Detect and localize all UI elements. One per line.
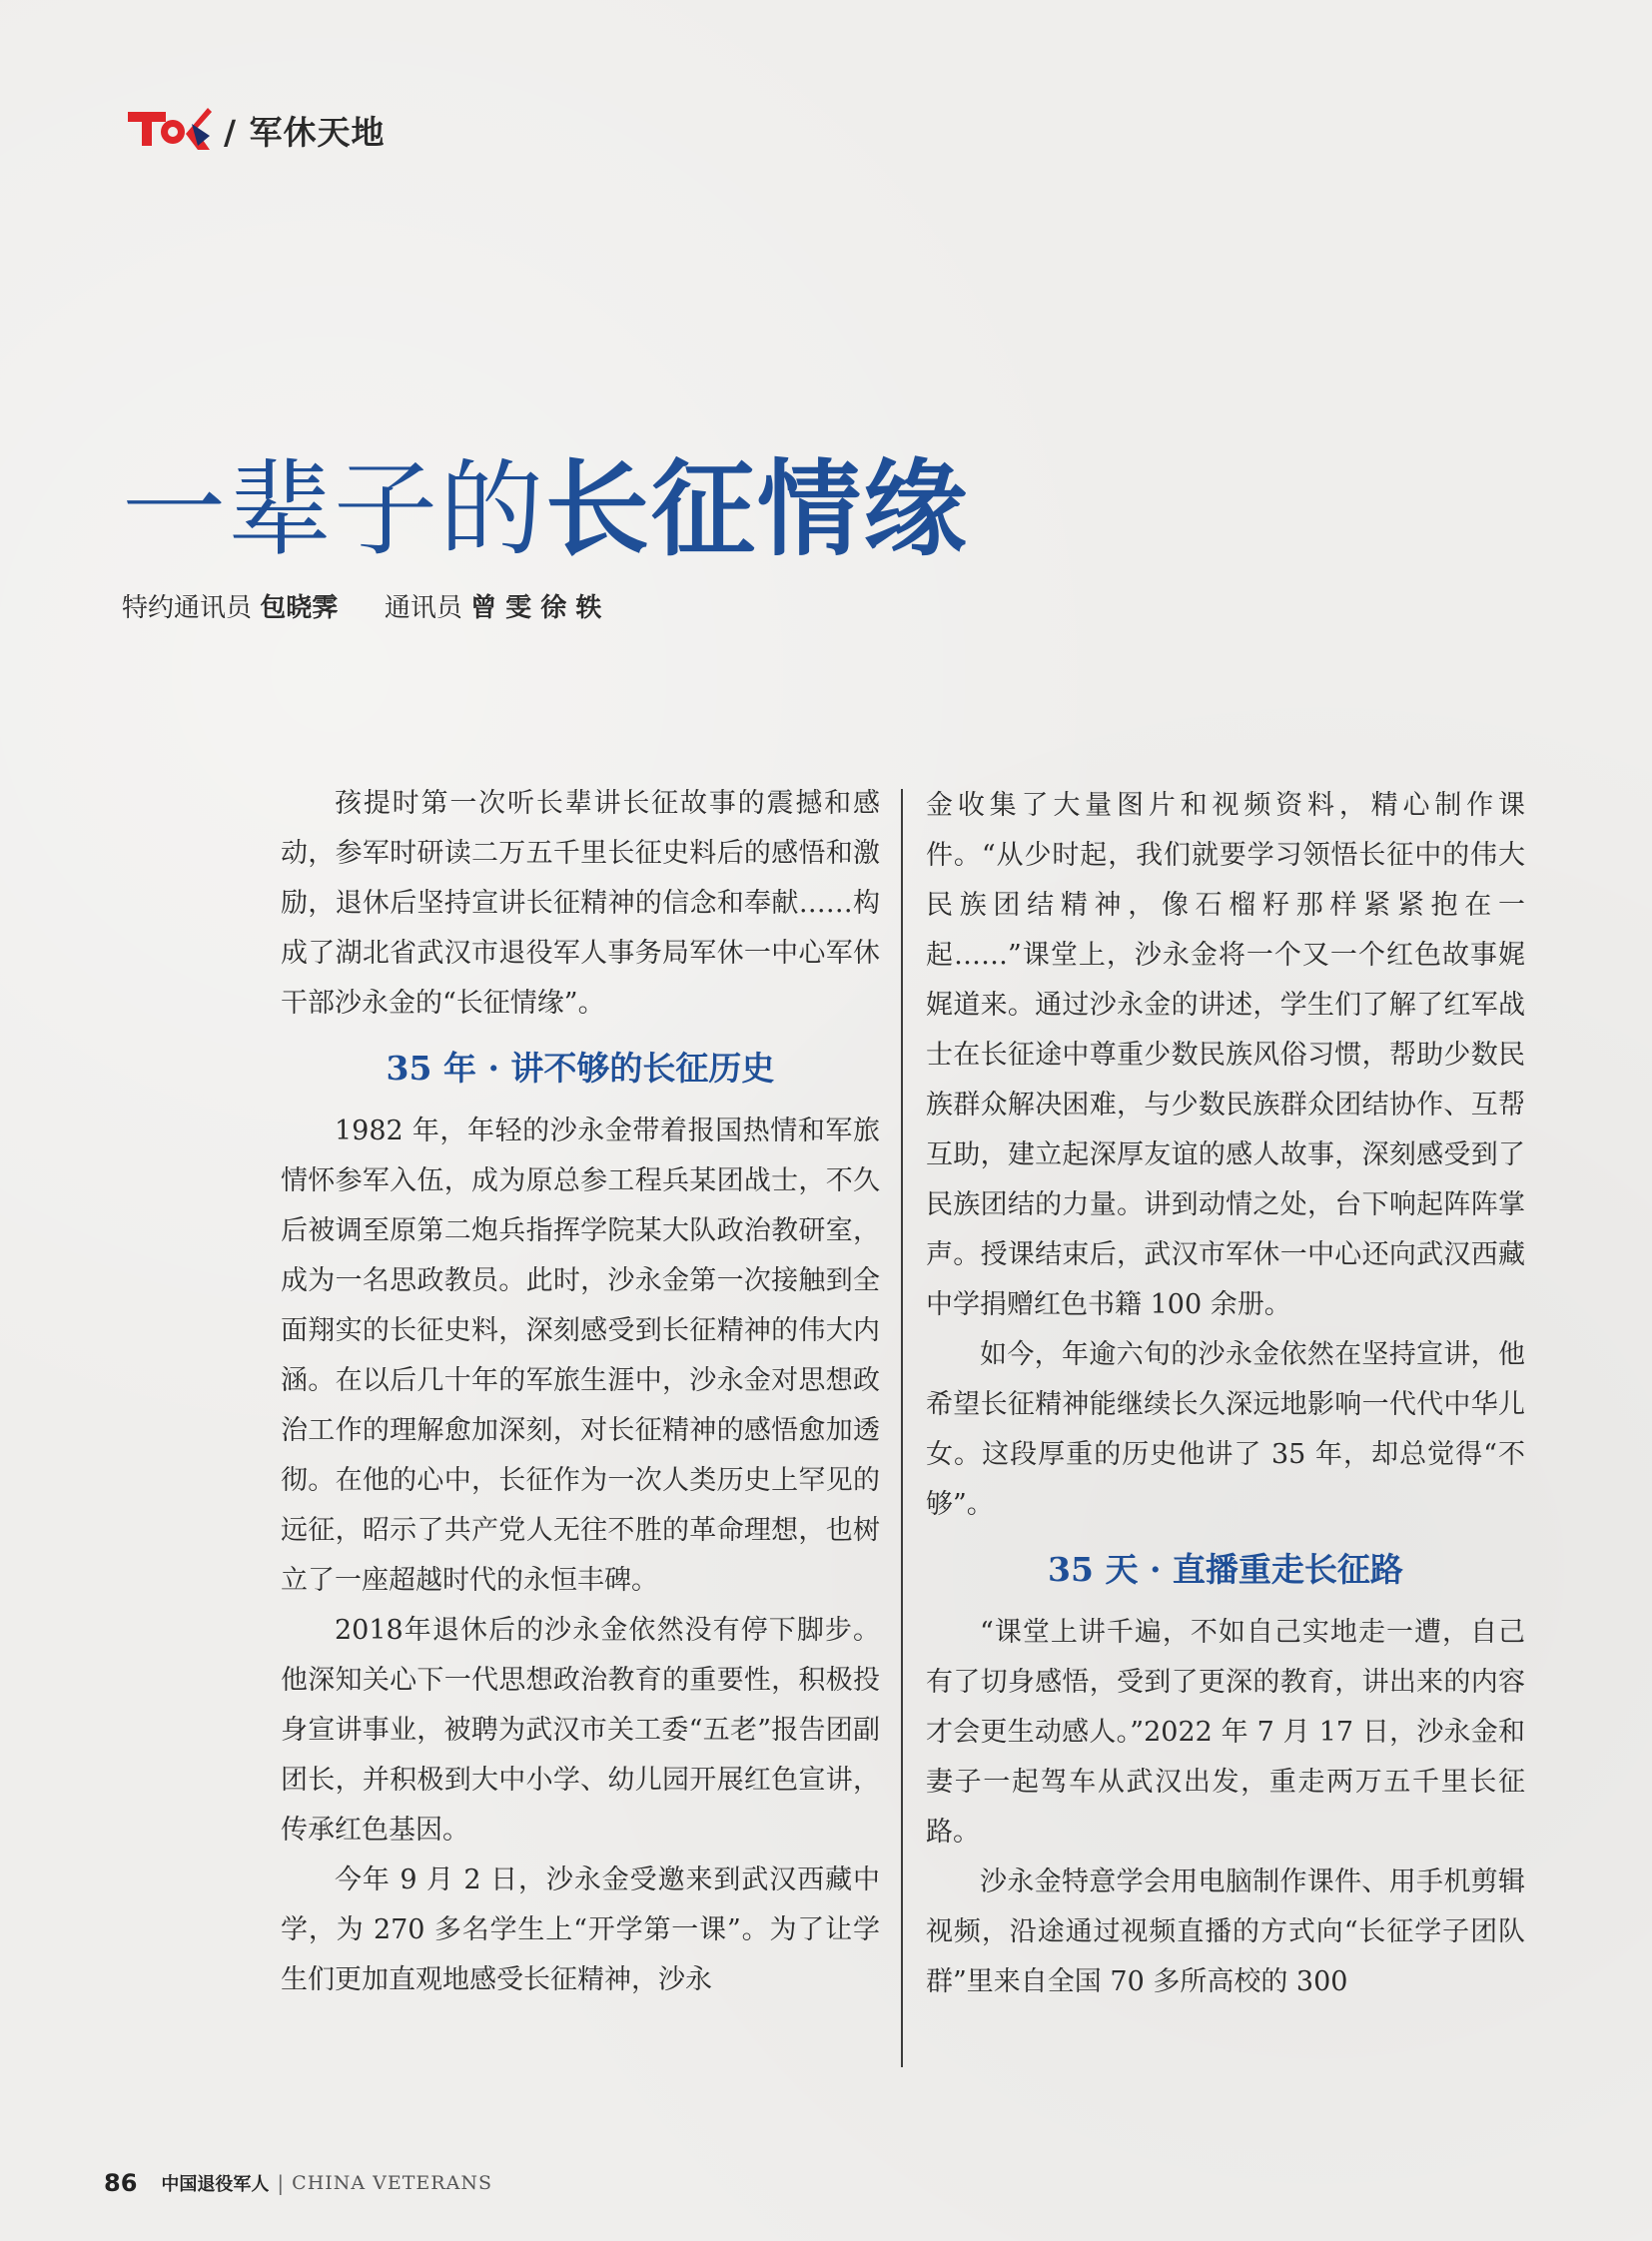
paragraph: “课堂上讲千遍，不如自己实地走一遭，自己有了切身感悟，受到了更深的教育，讲出来的内容才会更生动感人。”2022 年 7 月 17 日，沙永金和妻子一起驾车从武汉出发，重走两万五千里长征路。 bbox=[926, 1617, 1525, 1848]
byline-name-1: 包晓霁 bbox=[260, 593, 339, 623]
byline-name-2: 曾 雯 徐 轶 bbox=[470, 593, 602, 623]
article-title bbox=[122, 439, 969, 579]
right-column bbox=[926, 781, 1525, 2007]
paragraph: 今年 9 月 2 日，沙永金受邀来到武汉西藏中学，为 270 多名学生上“开学第一课”。为了让学生们更加直观地感受长征精神，沙永 bbox=[281, 1865, 880, 1995]
section-heading-1: 35 年 · 讲不够的长征历史 bbox=[386, 1049, 775, 1088]
title-bold: 长征情缘 bbox=[545, 448, 970, 570]
paragraph: 沙永金特意学会用电脑制作课件、用手机剪辑视频，沿途通过视频直播的方式向“长征学子团队群”里来自全国 70 多所高校的 300 bbox=[926, 1867, 1525, 1997]
paragraph: 1982 年，年轻的沙永金带着报国热情和军旅情怀参军入伍，成为原总参工程兵某团战士，不久后被调至原第二炮兵指挥学院某大队政治教研室，成为一名思政教员。此时，沙永金第一次接触到全面翔实的长征史料，深刻感受到长征精神的伟大内涵。在以后几十年的军旅生涯中，沙永金对思想政治工作的理解愈加深刻，对长征精神的感悟愈加透彻。在他的心中，长征作为一次人类历史上罕见的远征，昭示了共产党人无往不胜的革命理想，也树立了一座超越时代的永恒丰碑。 bbox=[281, 1116, 880, 1596]
footer-separator: | bbox=[277, 2171, 285, 2195]
section-name: / 军休天地 bbox=[224, 112, 386, 152]
page-number: 86 bbox=[104, 2169, 138, 2197]
byline-role-1: 特约通讯员 bbox=[122, 593, 253, 623]
section-heading-2: 35 天 · 直播重走长征路 bbox=[1048, 1550, 1403, 1589]
magazine-name: 中国退役军人 bbox=[161, 2174, 270, 2195]
page-footer bbox=[104, 2169, 492, 2197]
column-divider bbox=[901, 789, 903, 2067]
paragraph: 孩提时第一次听长辈讲长征故事的震撼和感动，参军时研读二万五千里长征史料后的感悟和激励，退休后坚持宣讲长征精神的信念和奉献……构成了湖北省武汉市退役军人事务局军休一中心军休干部沙永金的“长征情缘”。 bbox=[281, 788, 880, 1019]
byline bbox=[122, 587, 601, 624]
paragraph-continued: 金收集了大量图片和视频资料，精心制作课件。“从少时起，我们就要学习领悟长征中的伟大民族团结精神，像石榴籽那样紧紧抱在一起……”课堂上，沙永金将一个又一个红色故事娓娓道来。通过沙永金的讲述，学生们了解了红军战士在长征途中尊重少数民族风俗习惯，帮助少数民族群众解决困难，与少数民族群众团结协作、互帮互助，建立起深厚友谊的感人故事，深刻感受到了民族团结的力量。讲到动情之处，台下响起阵阵掌声。授课结束后，武汉市军休一中心还向武汉西藏中学捐赠红色书籍 100 余册。 bbox=[926, 790, 1525, 1320]
title-light: 一辈子的 bbox=[122, 448, 546, 570]
left-column bbox=[281, 779, 880, 2005]
section-header bbox=[126, 100, 386, 160]
magazine-name-en: CHINA VETERANS bbox=[292, 2172, 492, 2194]
magazine-logo-icon bbox=[126, 106, 214, 154]
paragraph: 如今，年逾六旬的沙永金依然在坚持宣讲，他希望长征精神能继续长久深远地影响一代代中华儿女。这段厚重的历史他讲了 35 年，却总觉得“不够”。 bbox=[926, 1339, 1525, 1520]
byline-role-2: 通讯员 bbox=[384, 593, 462, 623]
paragraph: 2018年退休后的沙永金依然没有停下脚步。他深知关心下一代思想政治教育的重要性，积极投身宣讲事业，被聘为武汉市关工委“五老”报告团副团长，并积极到大中小学、幼儿园开展红色宣讲，传承红色基因。 bbox=[281, 1615, 880, 1846]
